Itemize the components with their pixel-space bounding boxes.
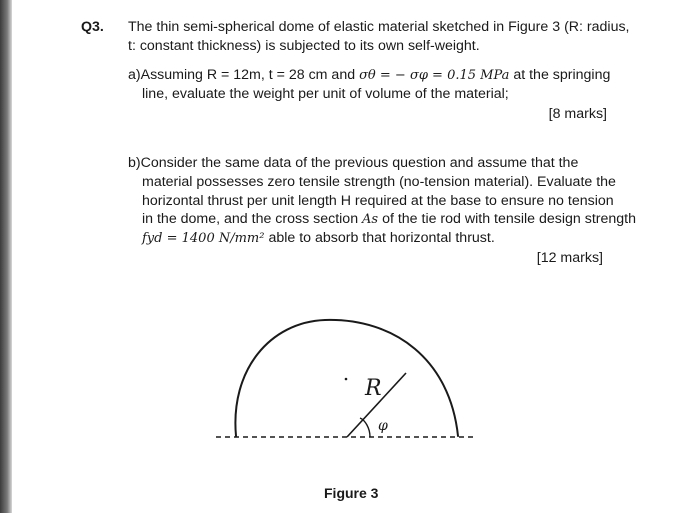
part-a-marks: [8 marks] (548, 106, 607, 122)
dome-sketch (200, 300, 500, 460)
part-a-line-2: line, evaluate the weight per unit of volume of the material; (142, 86, 509, 102)
part-b-strength-formula: fyd = 1400 N/mm² (142, 231, 265, 246)
part-b-line-4-prefix: in the dome, and the cross section (142, 211, 359, 227)
part-b-marks: [12 marks] (536, 250, 603, 266)
part-b-line-2: material possesses zero tensile strength (no-tension material). Evaluate the (142, 174, 616, 190)
part-a-stress-formula: σθ = − σφ = 0.15 MPa (359, 68, 510, 83)
part-b-line-1: b)Consider the same data of the previous question and assume that the (128, 155, 579, 171)
part-b-line-5 (142, 229, 495, 249)
part-b-section-symbol: As (362, 212, 379, 227)
part-b-line-5-suffix: able to absorb that horizontal thrust. (268, 230, 495, 246)
angle-label: φ (378, 418, 388, 434)
part-b-line-3: horizontal thrust per unit length H required at the base to ensure no tension (142, 193, 614, 209)
part-b-line-4-suffix: of the tie rod with tensile design strength (382, 211, 637, 227)
sketch-dot (345, 378, 348, 381)
part-b-line-4 (142, 210, 636, 230)
part-a-line-1 (128, 66, 610, 86)
left-page-edge (0, 0, 12, 513)
question-number: Q3. (81, 19, 104, 35)
part-a-line-1-suffix: at the springing (513, 67, 611, 83)
radius-label: R (365, 376, 382, 401)
figure-caption: Figure 3 (324, 485, 379, 501)
part-a-line-1-prefix: a)Assuming R = 12m, t = 28 cm and (128, 67, 356, 83)
intro-line-1: The thin semi-spherical dome of elastic material sketched in Figure 3 (R: radius, (128, 19, 630, 35)
intro-line-2: t: constant thickness) is subjected to its own self-weight. (128, 38, 480, 54)
